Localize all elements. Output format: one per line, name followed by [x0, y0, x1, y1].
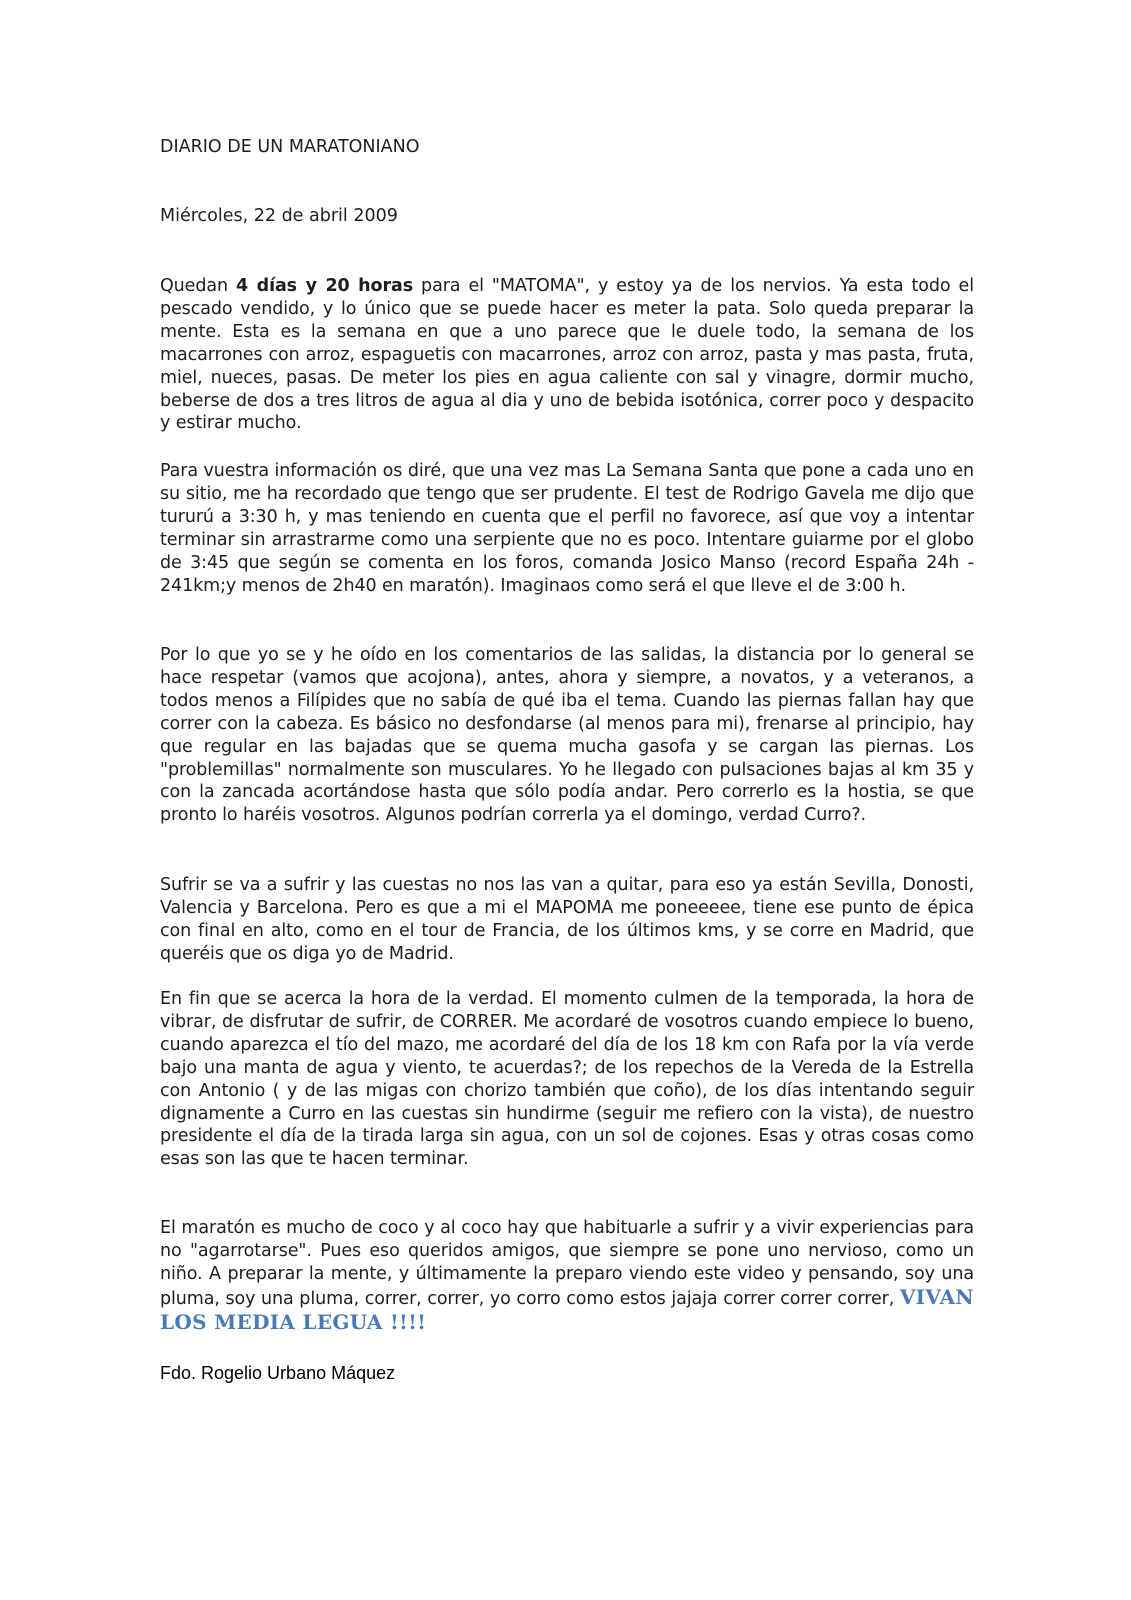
signature: Fdo. Rogelio Urbano Máquez: [160, 1363, 396, 1383]
document-title: DIARIO DE UN MARATONIANO: [160, 137, 420, 157]
entry-date: Miércoles, 22 de abril 2009: [160, 206, 398, 226]
cheer-highlight: VIVAN LOS MEDIA LEGUA !!!!: [160, 1284, 974, 1334]
paragraph-memories: En fin que se acerca la hora de la verdad. El momento culmen de la temporada, la hora de vibrar, de disfrutar de sufrir, de CORRER. Me acordaré de vosotros cuando empiece lo bueno, cuando aparezca el tío del mazo, me acordaré del día de los 18 km con Rafa por la vía verde bajo una manta de agua y viento, te acuerdas?; de los repechos de la Vereda de la Estrella con Antonio ( y de las migas con chorizo también que coño), de los días intentando seguir dignamente a Curro en las cuestas sin hundirme (seguir me refiero con la vista), de nuestro presidente el día de la tirada larga sin agua, con un sol de cojones. Esas y otras cosas como esas son las que te hacen terminar.: [160, 989, 974, 1170]
paragraph-mindset-text: El maratón es mucho de coco y al coco hay que habituarle a sufrir y a vivir experiencias para no "agarrotarse". Pues eso queridos amigos, que siempre se pone uno nervioso, como un niño. A preparar la mente, y últimamente la preparo viendo este video y pensando, soy una pluma, soy una pluma, correr, correr, yo corro como estos jajaja correr correr correr,: [160, 1218, 974, 1309]
paragraph-countdown: [160, 275, 974, 435]
paragraph-information: Para vuestra información os diré, que una vez mas La Semana Santa que pone a cada uno en su sitio, me ha recordado que tengo que ser prudente. El test de Rodrigo Gavela me dijo que tururú a 3:30 h, y mas teniendo en cuenta que el perfil no favorece, así que voy a intentar terminar sin arrastrarme como una serpiente que no es poco. Intentare guiarme por el globo de 3:45 que según se comenta en los foros, comanda Josico Manso (record España 24h - 241km;y menos de 2h40 en maratón). Imaginaos como será el que lleve el de 3:00 h.: [160, 461, 974, 596]
paragraph-countdown-rest: para el "MATOMA", y estoy ya de los nervios. Ya esta todo el pescado vendido, y lo único que se puede hacer es meter la pata. Solo queda preparar la mente. Esta es la semana en que a uno parece que le duele todo, la semana de los macarrones con arroz, espaguetis con macarrones, arroz con arroz, pasta y mas pasta, fruta, miel, nueces, pasas. De meter los pies en agua caliente con sal y vinagre, dormir mucho, beberse de dos a tres litros de agua al dia y uno de bebida isotónica, correr poco y despacito y estirar mucho.: [160, 276, 974, 434]
paragraph-mindset: [160, 1217, 974, 1336]
paragraph-countdown-intro: Quedan: [160, 276, 236, 296]
paragraph-suffering: Sufrir se va a sufrir y las cuestas no nos las van a quitar, para eso ya están Sevilla, Donosti, Valencia y Barcelona. Pero es que a mi el MAPOMA me poneeeee, tiene ese punto de épica con final en alto, como en el tour de Francia, de los últimos kms, y se corre en Madrid, que queréis que os diga yo de Madrid.: [160, 875, 974, 964]
paragraph-distance: Por lo que yo se y he oído en los comentarios de las salidas, la distancia por lo general se hace respetar (vamos que acojona), antes, ahora y siempre, a novatos, y a veteranos, a todos menos a Filípides que no sabía de qué iba el tema. Cuando las piernas fallan hay que correr con la cabeza. Es básico no desfondarse (al menos para mi), frenarse al principio, hay que regular en las bajadas que se quema mucha gasofa y se cargan las piernas. Los "problemillas" normalmente son musculares. Yo he llegado con pulsaciones bajas al km 35 y con la zancada acortándose hasta que sólo podía andar. Pero correrlo es la hostia, se que pronto lo haréis vosotros. Algunos podrían correrla ya el domingo, verdad Curro?.: [160, 645, 974, 826]
countdown-bold: 4 días y 20 horas: [236, 276, 414, 296]
